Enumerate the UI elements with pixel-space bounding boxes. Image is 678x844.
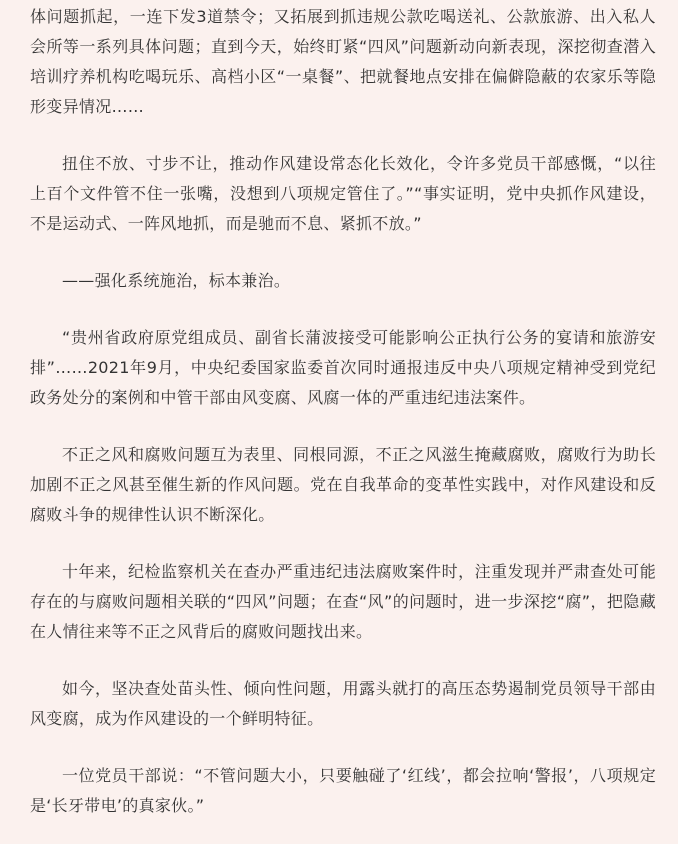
paragraph: 不正之风和腐败问题互为表里、同根同源，不正之风滋生掩藏腐败，腐败行为助长加剧不正之风甚至催生新的作风问题。党在自我革命的变革性实践中，对作风建设和反腐败斗争的规律性认识不断深化。: [30, 445, 656, 524]
paragraph: 一位党员干部说：“不管问题大小，只要触碰了‘红线’，都会拉响‘警报’，八项规定是‘长牙带电’的真家伙。”: [30, 766, 656, 815]
section-heading: ——强化系统施治，标本兼治。: [62, 271, 291, 290]
paragraph-continued: 体问题抓起，一连下发3道禁令；又拓展到抓违规公款吃喝送礼、公款旅游、出入私人会所等一系列具体问题；直到今天，始终盯紧“四风”问题新动向新表现，深挖彻查潜入培训疗养机构吃喝玩乐、高档小区“一桌餐”、把就餐地点安排在偏僻隐蔽的农家乐等隐形变异情况……: [30, 7, 656, 116]
paragraph: 十年来，纪检监察机关在查办严重违纪违法腐败案件时，注重发现并严肃查处可能存在的与腐败问题相关联的“四风”问题；在查“风”的问题时，进一步深挖“腐”，把隐藏在人情往来等不正之风背后的腐败问题找出来。: [30, 562, 656, 641]
article-body: [0, 2, 678, 844]
paragraph: 如今，坚决查处苗头性、倾向性问题，用露头就打的高压态势遏制党员领导干部由风变腐，成为作风建设的一个鲜明特征。: [30, 679, 656, 728]
paragraph: “贵州省政府原党组成员、副省长蒲波接受可能影响公正执行公务的宴请和旅游安排”……2021年9月，中央纪委国家监委首次同时通报违反中央八项规定精神受到党纪政务处分的案例和中管干部由风变腐、风腐一体的严重违纪违法案件。: [30, 328, 656, 407]
paragraph: 扭住不放、寸步不让，推动作风建设常态化长效化，令许多党员干部感慨，“以往上百个文件管不住一张嘴，没想到八项规定管住了。”“事实证明，党中央抓作风建设，不是运动式、一阵风地抓，而是驰而不息、紧抓不放。”: [30, 154, 656, 233]
